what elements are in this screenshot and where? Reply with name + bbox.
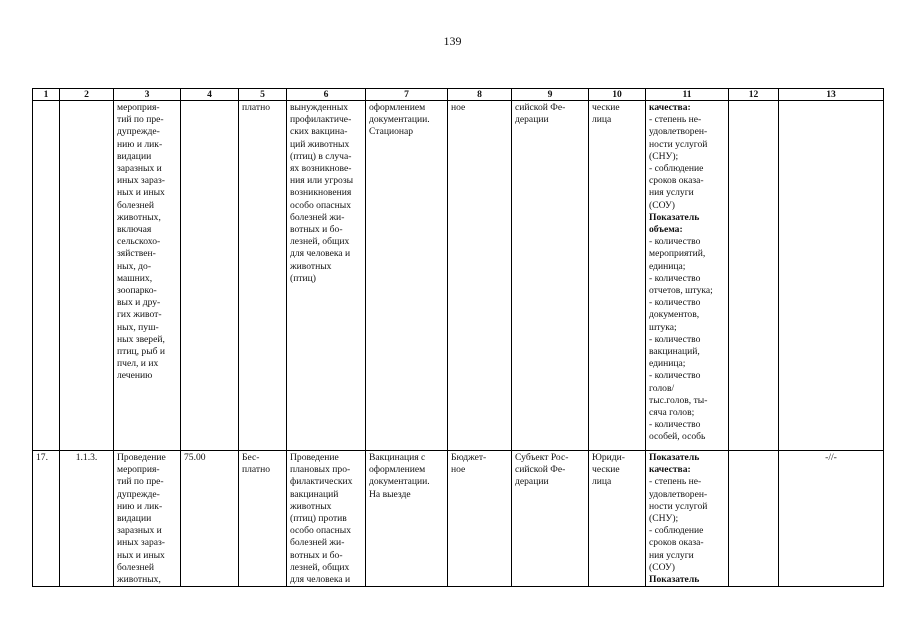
indicator-line: - количество вакцинаций, единица;: [649, 333, 701, 370]
level-cell: Субъект Рос- сийской Фе- дерации: [512, 451, 589, 587]
header-cell: 13: [779, 89, 884, 101]
conditions-cell: Вакцинация с оформлением документации. На выезде: [366, 451, 448, 587]
value-cell: 75.00: [181, 451, 239, 587]
header-cell: 11: [646, 89, 729, 101]
col13-cell: [779, 101, 884, 451]
conditions-cell: оформлением документации. Стационар: [366, 101, 448, 451]
indicator-line: - количество мероприятий, единица;: [649, 236, 706, 272]
page-number: 139: [443, 34, 462, 48]
institution-type-cell: Бюджет- ное: [448, 451, 512, 587]
header-cell: 5: [239, 89, 287, 101]
consumers-cell: Юриди- ческие лица: [589, 451, 646, 587]
header-cell: 1: [33, 89, 60, 101]
code-cell: [60, 101, 114, 451]
table-row-continued: [33, 101, 884, 451]
header-cell: 4: [181, 89, 239, 101]
service-name-cell: Проведение мероприя- тий по пре- дупрежде- нию и лик- видации заразных и иных зараз- ных и иных болезней животных,: [114, 451, 181, 587]
table-row-17: [33, 451, 884, 587]
indicators-cell: [646, 101, 729, 451]
code-cell: 1.1.3.: [60, 451, 114, 587]
work-content-cell: вынужденных профилактиче- ских вакцина- ций животных (птиц) в случа- ях возникнове- ния или угрозы возникновения особо опасных болезней жи- вотных и бо- лезней, общих для человека и животных (птиц): [287, 101, 366, 451]
consumers-cell: ческие лица: [589, 101, 646, 451]
header-cell: 12: [729, 89, 779, 101]
value-cell: [181, 101, 239, 451]
institution-type-cell: ное: [448, 101, 512, 451]
col12-cell: [729, 101, 779, 451]
level-cell: сийской Фе- дерации: [512, 101, 589, 451]
header-cell: 8: [448, 89, 512, 101]
header-cell: 6: [287, 89, 366, 101]
header-cell: 9: [512, 89, 589, 101]
indicator-line: - степень не- удовлетворен- ности услугой (СНУ);: [649, 114, 708, 162]
header-cell: 10: [589, 89, 646, 101]
header-row: [33, 89, 884, 101]
indicator-line: - количество документов, штука;: [649, 297, 701, 333]
indicator-line: - количество отчетов, штука;: [649, 272, 713, 297]
payment-cell: платно: [239, 101, 287, 451]
row-number-cell: 17.: [33, 451, 60, 587]
header-cell: 3: [114, 89, 181, 101]
indicator-line: Показатель объема:: [649, 211, 700, 236]
header-cell: 7: [366, 89, 448, 101]
indicator-line: - соблюдение сроков оказа- ния услуги (СОУ): [649, 525, 704, 573]
indicator-line: - количество особей, особь: [649, 419, 706, 443]
service-name-cell: мероприя- тий по пре- дупрежде- нию и лик- видации заразных и иных зараз- ных и иных болезней животных, включая сельскохо- зяйствен- ных, до- машних, зоопарко- вых и дру- гих живот- ных, пуш- ных зверей, птиц, рыб и пчел, и их лечению: [114, 101, 181, 451]
col13-cell: -//-: [779, 451, 884, 587]
indicator-line: Показатель качества:: [649, 452, 700, 476]
indicator-line: Показатель: [649, 574, 700, 586]
col12-cell: [729, 451, 779, 587]
services-table: [32, 88, 884, 587]
indicator-line: - степень не- удовлетворен- ности услугой (СНУ);: [649, 476, 708, 525]
header-cell: 2: [60, 89, 114, 101]
indicator-line: качества:: [649, 102, 691, 113]
payment-cell: Бес- платно: [239, 451, 287, 587]
indicator-line: - соблюдение сроков оказа- ния услуги (СОУ): [649, 163, 704, 211]
work-content-cell: Проведение плановых про- филактических вакцинаций животных (птиц) против особо опасных болезней жи- вотных и бо- лезней, общих для человека и: [287, 451, 366, 587]
indicators-cell: [646, 451, 729, 587]
indicator-line: - количество голов/ тыс.голов, ты- сяча голов;: [649, 370, 708, 419]
row-number-cell: [33, 101, 60, 451]
